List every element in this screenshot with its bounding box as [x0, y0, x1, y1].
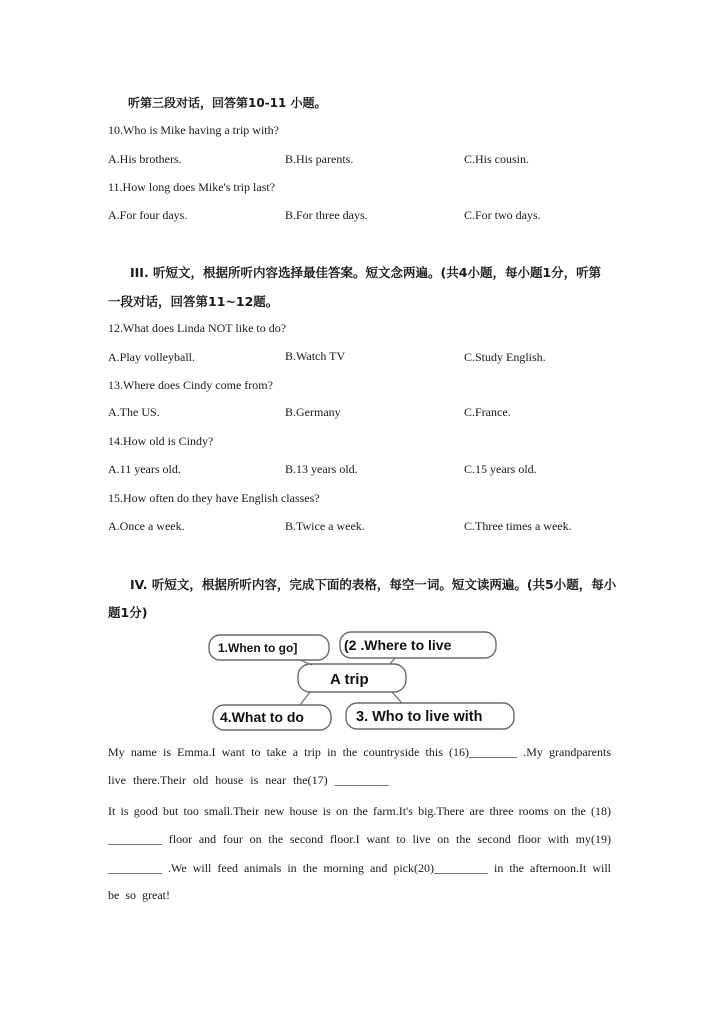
- connector-what: [300, 692, 310, 705]
- question-13-option-a: A.The US.: [108, 405, 160, 419]
- question-10: 10.Who is Mike having a trip with?: [108, 123, 279, 137]
- question-14: 14.How old is Cindy?: [108, 434, 214, 448]
- question-13: 13.Where does Cindy come from?: [108, 378, 273, 392]
- question-13-option-c: C.France.: [464, 405, 511, 419]
- question-11-option-c: C.For two days.: [464, 208, 541, 222]
- question-12-option-c: C.Study English.: [464, 350, 546, 364]
- connector-who: [392, 692, 402, 703]
- label-when-to-go: 1.When to go]: [218, 641, 298, 655]
- question-12-option-a: A.Play volleyball.: [108, 350, 195, 364]
- question-10-option-c: C.His cousin.: [464, 152, 530, 166]
- question-15-option-c: C.Three times a week.: [464, 519, 572, 533]
- listening-instruction-3: 听第三段对话，回答第10-11 小题。: [128, 96, 327, 110]
- question-11-option-a: A.For four days.: [108, 208, 188, 222]
- question-14-option-a: A.11 years old.: [108, 462, 181, 476]
- question-14-option-b: B.13 years old.: [285, 462, 358, 476]
- label-who-to-live-with: 3. Who to live with: [356, 709, 483, 725]
- section-4-heading-cont: 题1分): [108, 605, 148, 620]
- passage-line-4: _________ floor and four on the second floor.I want to live on the second floor with my(19): [108, 832, 611, 846]
- question-13-option-b: B.Germany: [285, 405, 341, 419]
- question-10-option-a: A.His brothers.: [108, 152, 182, 166]
- passage-line-5: _________ .We will feed animals in the morning and pick(20)_________ in the afternoon.It will: [108, 861, 611, 875]
- section-3-heading: III. 听短文，根据所听内容选择最佳答案。短文念两遍。(共4小题，每小题1分，听第: [130, 265, 602, 280]
- question-12-option-b: B.Watch TV: [285, 349, 346, 363]
- question-15: 15.How often do they have English classes?: [108, 491, 320, 505]
- question-11-option-b: B.For three days.: [285, 208, 368, 222]
- question-15-option-b: B.Twice a week.: [285, 519, 365, 533]
- question-15-option-a: A.Once a week.: [108, 519, 185, 533]
- question-12: 12.What does Linda NOT like to do?: [108, 321, 287, 335]
- label-where-to-live: (2 .Where to live: [344, 637, 452, 653]
- question-10-option-b: B.His parents.: [285, 152, 354, 166]
- section-4-heading: IV. 听短文，根据所听内容，完成下面的表格，每空一词。短文读两遍。(共5小题，每小: [130, 577, 617, 592]
- passage-line-6: be so great!: [108, 888, 170, 902]
- label-what-to-do: 4.What to do: [220, 709, 304, 725]
- question-14-option-c: C.15 years old.: [464, 462, 537, 476]
- passage-line-1: My name is Emma.I want to take a trip in the countryside this (16)________ .My grandparents: [108, 745, 611, 759]
- passage-line-3: It is good but too small.Their new house is on the farm.It's big.There are three rooms on the (18): [108, 804, 611, 818]
- question-11: 11.How long does Mike's trip last?: [108, 180, 276, 194]
- label-a-trip: A trip: [330, 671, 369, 688]
- section-3-heading-cont: 一段对话，回答第11~12题。: [108, 294, 279, 309]
- passage-line-2: live there.Their old house is near the(17) _________: [108, 773, 389, 787]
- connector-where: [390, 658, 395, 664]
